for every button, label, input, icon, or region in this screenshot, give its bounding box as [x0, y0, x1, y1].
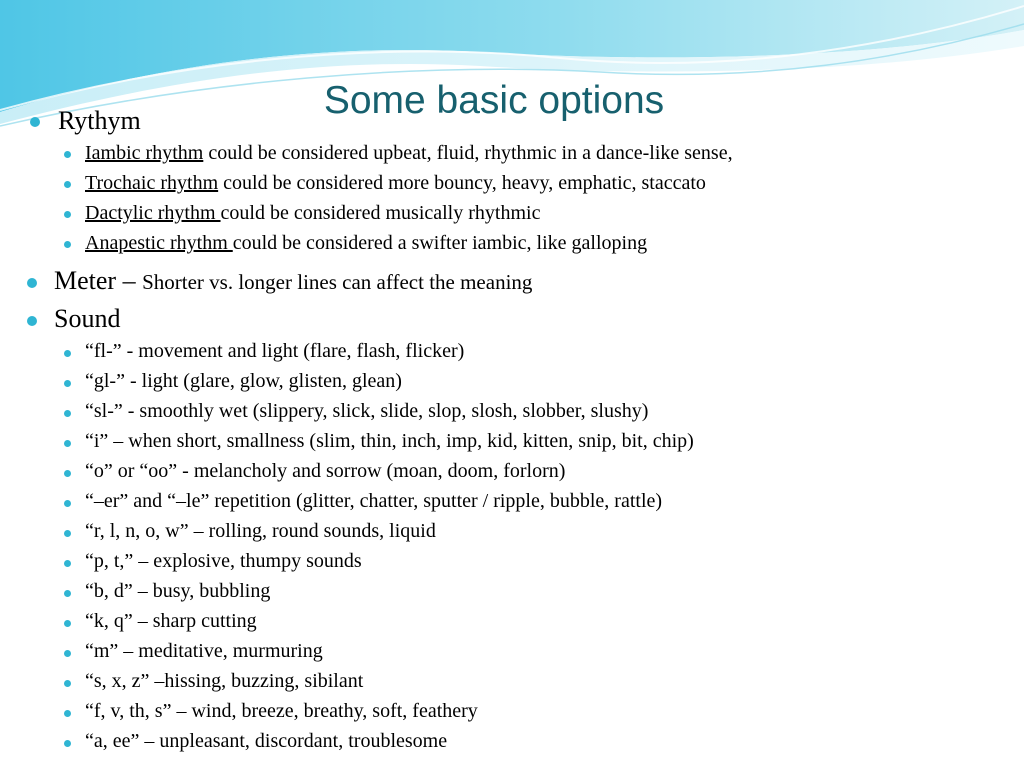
meter-heading: Meter –: [54, 266, 143, 295]
rhythm-item-anapestic: [85, 232, 647, 255]
bullet-icon: [64, 241, 71, 248]
bullet-icon: [27, 278, 37, 288]
bullet-icon: [64, 590, 71, 597]
bullet-icon: [64, 151, 71, 158]
rhythm-description: could be considered a swifter iambic, like galloping: [232, 232, 648, 254]
rhythm-item-trochaic: [85, 172, 706, 195]
sound-list-item: “m” – meditative, murmuring: [85, 640, 323, 662]
bullet-icon: [64, 470, 71, 477]
bullet-icon: [64, 440, 71, 447]
sound-list-item: “fl-” - movement and light (flare, flash, flicker): [85, 340, 465, 362]
sound-list-item: “k, q” – sharp cutting: [85, 610, 257, 632]
bullet-icon: [64, 410, 71, 417]
bullet-icon: [64, 500, 71, 507]
sound-list-item: “p, t,” – explosive, thumpy sounds: [85, 550, 362, 572]
bullet-icon: [64, 740, 71, 747]
meter-detail: Shorter vs. longer lines can affect the meaning: [142, 270, 533, 294]
bullet-icon: [64, 211, 71, 218]
sound-list-item: “r, l, n, o, w” – rolling, round sounds, liquid: [85, 520, 436, 542]
meter-heading-line: [54, 266, 532, 296]
bullet-icon: [64, 380, 71, 387]
slide-title: Some basic options: [323, 79, 665, 122]
bullet-icon: [30, 117, 40, 127]
rhythm-description: could be considered more bouncy, heavy, emphatic, staccato: [218, 172, 706, 194]
rhythm-description: could be considered upbeat, fluid, rhythmic in a dance-like sense,: [203, 142, 733, 164]
rhythm-item-iambic: [85, 142, 733, 165]
sound-list-item: “f, v, th, s” – wind, breeze, breathy, soft, feathery: [85, 700, 478, 722]
rhythm-heading: Rythym: [58, 106, 141, 135]
bullet-icon: [64, 680, 71, 687]
bullet-icon: [64, 620, 71, 627]
sound-list-item: “b, d” – busy, bubbling: [85, 580, 271, 602]
sound-list-item: “i” – when short, smallness (slim, thin, inch, imp, kid, kitten, snip, bit, chip): [85, 430, 694, 452]
bullet-icon: [27, 316, 37, 326]
sound-list-item: “gl-” - light (glare, glow, glisten, glean): [85, 370, 402, 392]
bullet-icon: [64, 710, 71, 717]
bullet-icon: [64, 650, 71, 657]
rhythm-term: Iambic rhythm: [85, 142, 204, 164]
sound-list-item: “–er” and “–le” repetition (glitter, chatter, sputter / ripple, bubble, rattle): [85, 490, 663, 512]
sound-list-item: “sl-” - smoothly wet (slippery, slick, slide, slop, slosh, slobber, slushy): [85, 400, 649, 422]
sound-list-item: “a, ee” – unpleasant, discordant, troublesome: [85, 730, 448, 752]
rhythm-term: Anapestic rhythm: [85, 232, 233, 254]
rhythm-term: Trochaic rhythm: [85, 172, 219, 194]
sound-list-item: “o” or “oo” - melancholy and sorrow (moan, doom, forlorn): [85, 460, 566, 482]
sound-heading: Sound: [54, 304, 121, 333]
rhythm-description: could be considered musically rhythmic: [220, 202, 541, 224]
bullet-icon: [64, 350, 71, 357]
bullet-icon: [64, 181, 71, 188]
rhythm-item-dactylic: [85, 202, 540, 225]
bullet-icon: [64, 530, 71, 537]
bullet-icon: [64, 560, 71, 567]
sound-list-item: “s, x, z” –hissing, buzzing, sibilant: [85, 670, 364, 692]
rhythm-term: Dactylic rhythm: [85, 202, 221, 224]
